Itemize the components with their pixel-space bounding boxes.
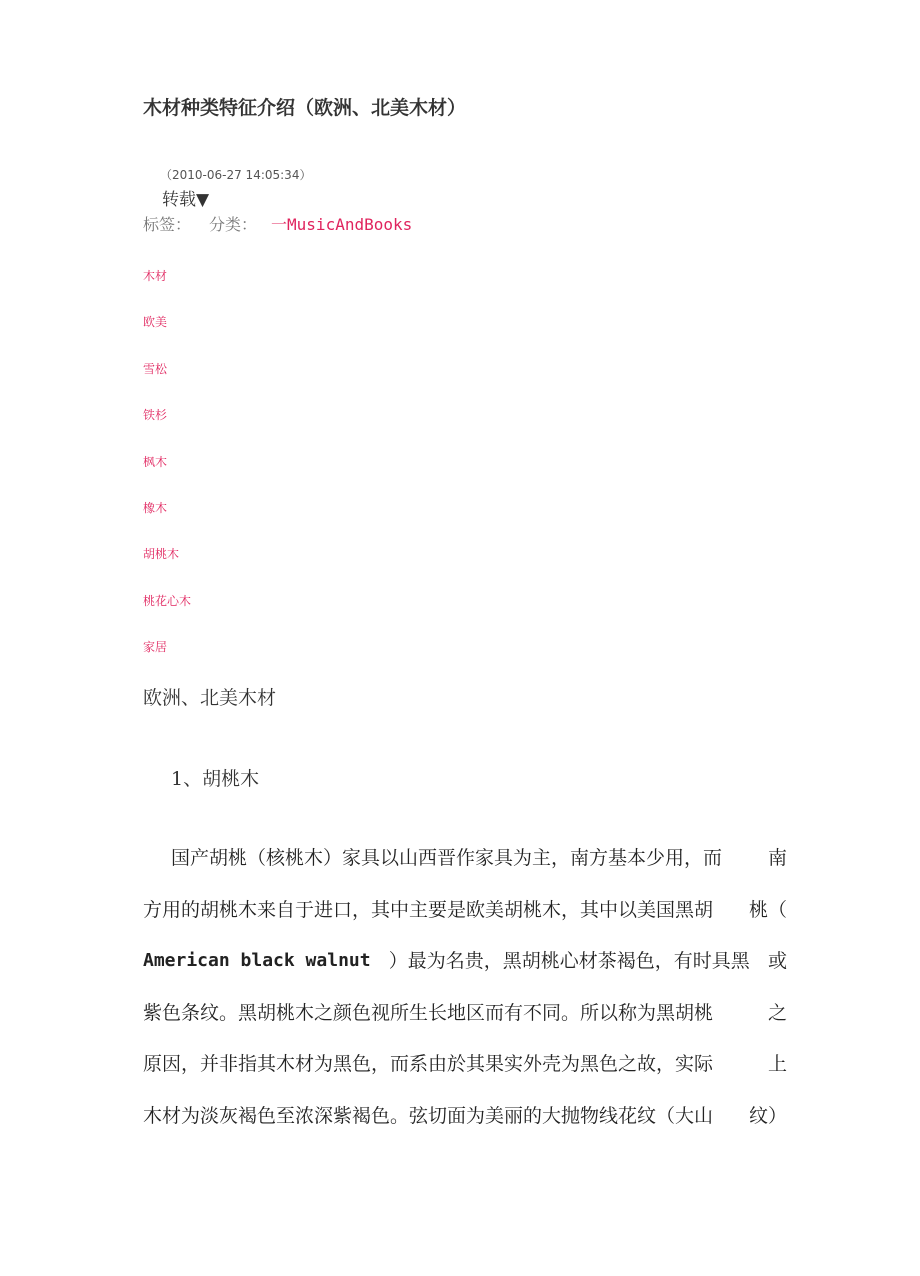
line-text: ）最为名贵，黑胡桃心材茶褐色，有时具黑: [388, 950, 750, 973]
body-paragraph: [143, 844, 787, 1154]
paragraph-line: [143, 999, 787, 1051]
tag-link-2[interactable]: 雪松: [143, 361, 168, 376]
tag-link-3[interactable]: 铁杉: [143, 408, 168, 423]
subheading-walnut: 1、胡桃木: [171, 768, 260, 790]
paragraph-line: [143, 896, 787, 948]
line-tail: 纹）: [748, 1104, 787, 1127]
tags-label: 标签：: [143, 215, 192, 234]
tag-link-8[interactable]: 家居: [143, 640, 168, 655]
tag-link-0[interactable]: 木材: [143, 269, 168, 283]
paragraph-line: [143, 1102, 787, 1154]
post-timestamp: （2010-06-27 14:05:34）: [160, 168, 312, 182]
paragraph-line: [143, 947, 787, 999]
line-text: 方用的胡桃木来自于进口，其中主要是欧美胡桃木，其中以美国黑胡: [143, 898, 714, 921]
paragraph-line: [143, 844, 787, 896]
line-text: 国产胡桃（核桃木）家具以山西晋作家具为主，南方基本少用，而: [171, 847, 723, 869]
paragraph-line: [143, 1050, 787, 1102]
line-english-term: American black walnut: [143, 950, 371, 972]
repost-dropdown[interactable]: 转载▼: [162, 190, 210, 210]
category-link[interactable]: 一MusicAndBooks: [271, 215, 413, 234]
tag-link-1[interactable]: 欧美: [143, 315, 168, 330]
line-text: 紫色条纹。黑胡桃木之颜色视所生长地区而有不同。所以称为黑胡桃: [143, 1001, 714, 1024]
tag-link-4[interactable]: 枫木: [143, 454, 168, 469]
meta-row: [143, 212, 412, 235]
line-text: 原因，并非指其木材为黑色，而系由於其果实外壳为黑色之故，实际: [143, 1053, 714, 1076]
line-tail: 桃（: [748, 898, 787, 921]
category-label: 分类：: [209, 215, 258, 234]
line-tail: 南: [767, 847, 787, 869]
tag-link-6[interactable]: 胡桃木: [143, 547, 180, 562]
line-tail: 或: [767, 950, 787, 973]
section-heading: 欧洲、北美木材: [143, 687, 277, 709]
tag-link-7[interactable]: 桃花心木: [143, 593, 192, 608]
tag-link-5[interactable]: 橡木: [143, 500, 168, 515]
line-text: 木材为淡灰褐色至浓深紫褐色。弦切面为美丽的大抛物线花纹（大山: [143, 1104, 714, 1127]
article-title: 木材种类特征介绍（欧洲、北美木材）: [143, 97, 467, 119]
line-tail: 上: [767, 1053, 787, 1076]
line-tail: 之: [767, 1001, 787, 1024]
tag-list: [143, 268, 191, 686]
